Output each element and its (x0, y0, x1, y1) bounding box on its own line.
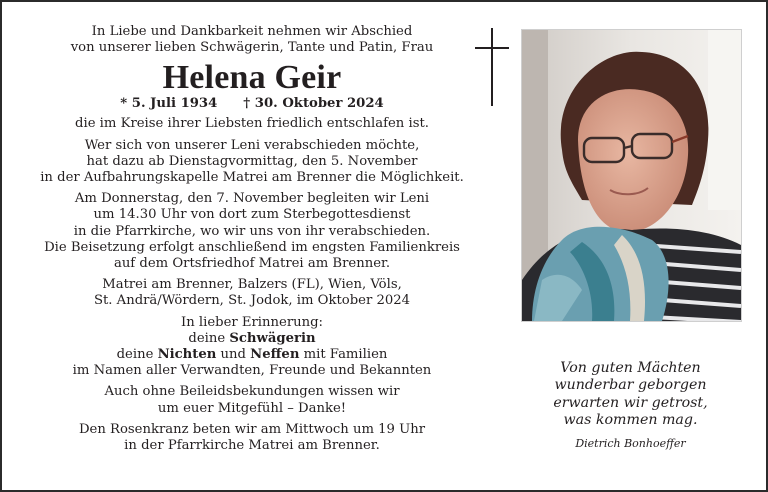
intro-line: In Liebe und Dankbarkeit nehmen wir Abschied (91, 24, 413, 39)
mourners: In lieber Erinnerung: deine Schwägerin deine Nichten und Neffen mit Familien im Namen aller Verwandten, Freunde und Bekannten (72, 314, 432, 379)
mourner-sister-in-law: Schwägerin (229, 330, 316, 346)
obituary-text (38, 24, 466, 454)
place-date: Matrei am Brenner, Balzers (FL), Wien, Völs, St. Andrä/Wördern, St. Jodok, im Oktober 2024 (93, 277, 411, 309)
death-date: † 30. Oktober 2024 (243, 96, 384, 112)
mourner-nephews: Neffen (250, 347, 300, 363)
mourner-nieces: Nichten (157, 347, 217, 363)
poem-line: wunderbar geborgen (554, 377, 707, 394)
poem-line: was kommen mag. (563, 412, 698, 429)
deceased-name: Helena Geir (162, 59, 342, 97)
intro-line: von unserer lieben Schwägerin, Tante und Patin, Frau (70, 40, 434, 56)
farewell-info: Wer sich von unserer Leni verabschieden möchte, hat dazu ab Dienstagvormittag, den 5. November in der Aufbahrungskapelle Matrei am Brenner die Möglichkeit. (40, 137, 464, 186)
rosary-info: Den Rosenkranz beten wir am Mittwoch um 19 Uhr in der Pfarrkirche Matrei am Brenner. (78, 421, 426, 454)
poem (521, 360, 740, 451)
condolence-note: Auch ohne Beileidsbekundungen wissen wir um euer Mitgefühl – Danke! (104, 384, 400, 416)
life-dates (38, 96, 466, 112)
poem-author: Dietrich Bonhoeffer (575, 436, 686, 450)
passing-note: die im Kreise ihrer Liebsten friedlich entschlafen ist. (75, 116, 429, 132)
birth-date: * 5. Juli 1934 (120, 96, 218, 112)
portrait-photo (521, 29, 742, 322)
cross-icon (475, 28, 509, 106)
poem-line: Von guten Mächten (560, 360, 701, 376)
funeral-info: Am Donnerstag, den 7. November begleiten wir Leni um 14.30 Uhr von dort zum Sterbegottesdienst in die Pfarrkirche, wo wir uns von ihr verabschieden. Die Beisetzung erfolgt anschließend im engsten Familienkreis auf dem Ortsfriedhof Matrei am Brenner. (44, 191, 460, 272)
intro (38, 24, 466, 56)
poem-line: erwarten wir getrost, (553, 394, 708, 411)
